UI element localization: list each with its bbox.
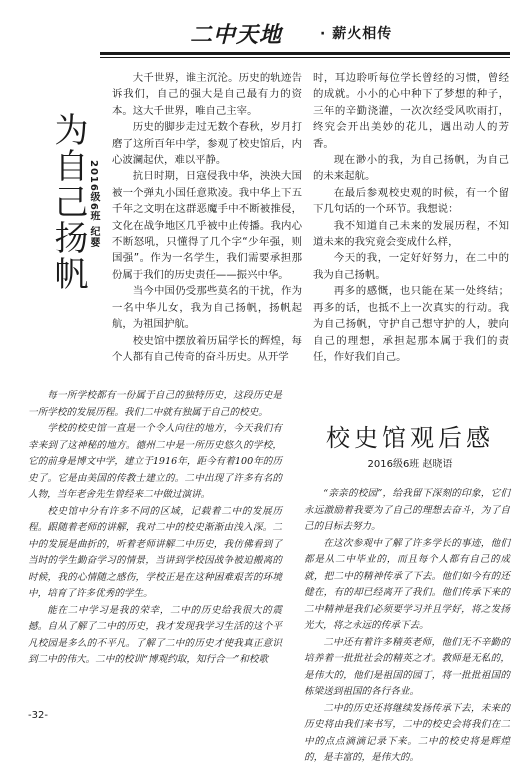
article1-column-1 [112,70,302,365]
paragraph: 历史的脚步走过无数个春秋，岁月打磨了这所百年中学，参观了校史馆后，内心波澜起伏，难以平静。 [112,121,302,167]
page-number: -32- [28,710,48,721]
article2-title: 校史馆观后感 [326,424,494,452]
header-rule [100,52,510,55]
paragraph: 大千世界，谁主沉沦。历史的轨迹告诉我们，自己的强大是自己最有力的资本。这大千世界，唯自己主宰。 [112,72,302,117]
paragraph: 在最后参观校史观的时候，有一个留下几句话的一个环节。我想说： [313,186,509,216]
column-subtitle: · 薪火相传 [320,26,393,42]
header-rule-thin [100,57,510,58]
article2-column-left [28,388,282,669]
paragraph: 再多的感慨，也只能在某一处终结；再多的话，也抵不上一次真实的行动。我为自己扬帆，守护自己想守护的人，驶向自己的理想，承担起那本属于我们的责任，作好我们自己。 [313,285,509,363]
paragraph: 能在二中学习是我的荣幸，二中的历史给我很大的震撼。自从了解了二中的历史，我才发现我学习生活的这个平凡校园是多么的不平凡。了解了二中的历史才使我真正意识到二中的伟大。二中的校训“博观约取，知行合一”和校歌 [28,604,282,665]
paragraph: 学校的校史馆一直是一个令人向往的地方，今天我们有幸来到了这神秘的地方。德州二中是一所历史悠久的学校，它的前身是博文中学，建立于1916年，距今有着100年的历史了。它是由美国的传教士建立的。二中出现了许多有名的人物，当年老舍先生曾经来二中做过演讲。 [28,423,282,500]
paragraph: “亲亲的校园”，给我留下深刻的印象，它们永远激励着我要为了自己的理想去奋斗，为了自己的目标去努力。 [304,488,510,532]
paragraph: 校史馆中分有许多不同的区域，记载着二中的发展历程。跟随着老师的讲解，我对二中的校史渐渐由浅入深。二中的发展是曲折的，听着老师讲解二中历史，我仿佛看到了当时的学生勤奋学习的情景，当讲到学校因战争被迫搬离的时候，我的心情随之感伤，学校正是在这种困难艰苦的环境中，培育了许多优秀的学生。 [28,505,282,599]
paragraph: 在这次参观中了解了许多学长的事迹，他们都是从二中毕业的，而且每个人都有自己的成就，把二中的精神传承了下去。他们如今有的还健在，有的却已经离开了我们。他们传承下来的二中精神是我们必须要学习并且学好，将之发扬光大，将之永远的传承下去。 [304,537,510,631]
article2-byline: 2016级6班 赵晓语 [367,459,453,470]
article1-column-2 [313,70,509,365]
paragraph: 时，耳边聆听每位学长曾经的习惯，曾经的成就。小小的心中种下了梦想的种子，三年的辛勤浇灌，一次次经受风吹雨打，终究会开出美妙的花儿，遇出动人的芳香。 [313,72,509,150]
paragraph: 二中还有着许多精英老师，他们无不辛勤的培养着一批批社会的精英之才。教师是无私的，是伟大的，他们是祖国的园丁，将一批批祖国的栋梁送到祖国的各行各业。 [304,636,510,697]
paragraph: 现在渺小的我，为自己扬帆，为自己的未来起航。 [313,154,509,183]
paragraph: 二中的历史还将继续发扬传承下去，未来的历史将由我们来书写，二中的校史会将我们在二中的点点滴滴记录下来。二中的校史将是辉煌的，是丰富的，是伟大的。 [304,702,510,763]
article1-byline: 2016级6班 纪婴 [88,160,99,249]
paragraph: 今天的我，一定好好努力，在二中的我为自己扬帆。 [313,252,509,281]
paragraph: 抗日时期，日寇侵我中华，泱泱大国被一个弹丸小国任意欺凌。我中华上下五千年之文明在这群恶魔手中不断被推侵，文化在战争地区几乎被中止传播。我内心不断怒吼，只懂得了几个字“少年强，则国强”。作为一名学生，我们需要承担那份属于我们的历史责任——振兴中华。 [112,170,302,281]
article2-column-right [304,486,510,767]
paragraph: 我不知道自己未来的发展历程，不知道未来的我究竟会变成什么样， [313,219,509,249]
paragraph: 校史馆中摆放着历届学长的辉煌，每个人都有自己传奇的奋斗历史。从开学 [112,334,302,363]
article1-title: 为自己扬帆 [48,112,88,292]
column-brush-title: 二中天地 [190,22,283,48]
paragraph: 当今中国仍受那些莫名的干扰，作为一名中华儿女，我为自己扬帆，扬帆起航，为祖国护航。 [112,285,302,331]
paragraph: 每一所学校都有一份属于自己的独特历史，这段历史是一所学校的发展历程。我们二中就有独属于自己的校史。 [28,390,282,418]
